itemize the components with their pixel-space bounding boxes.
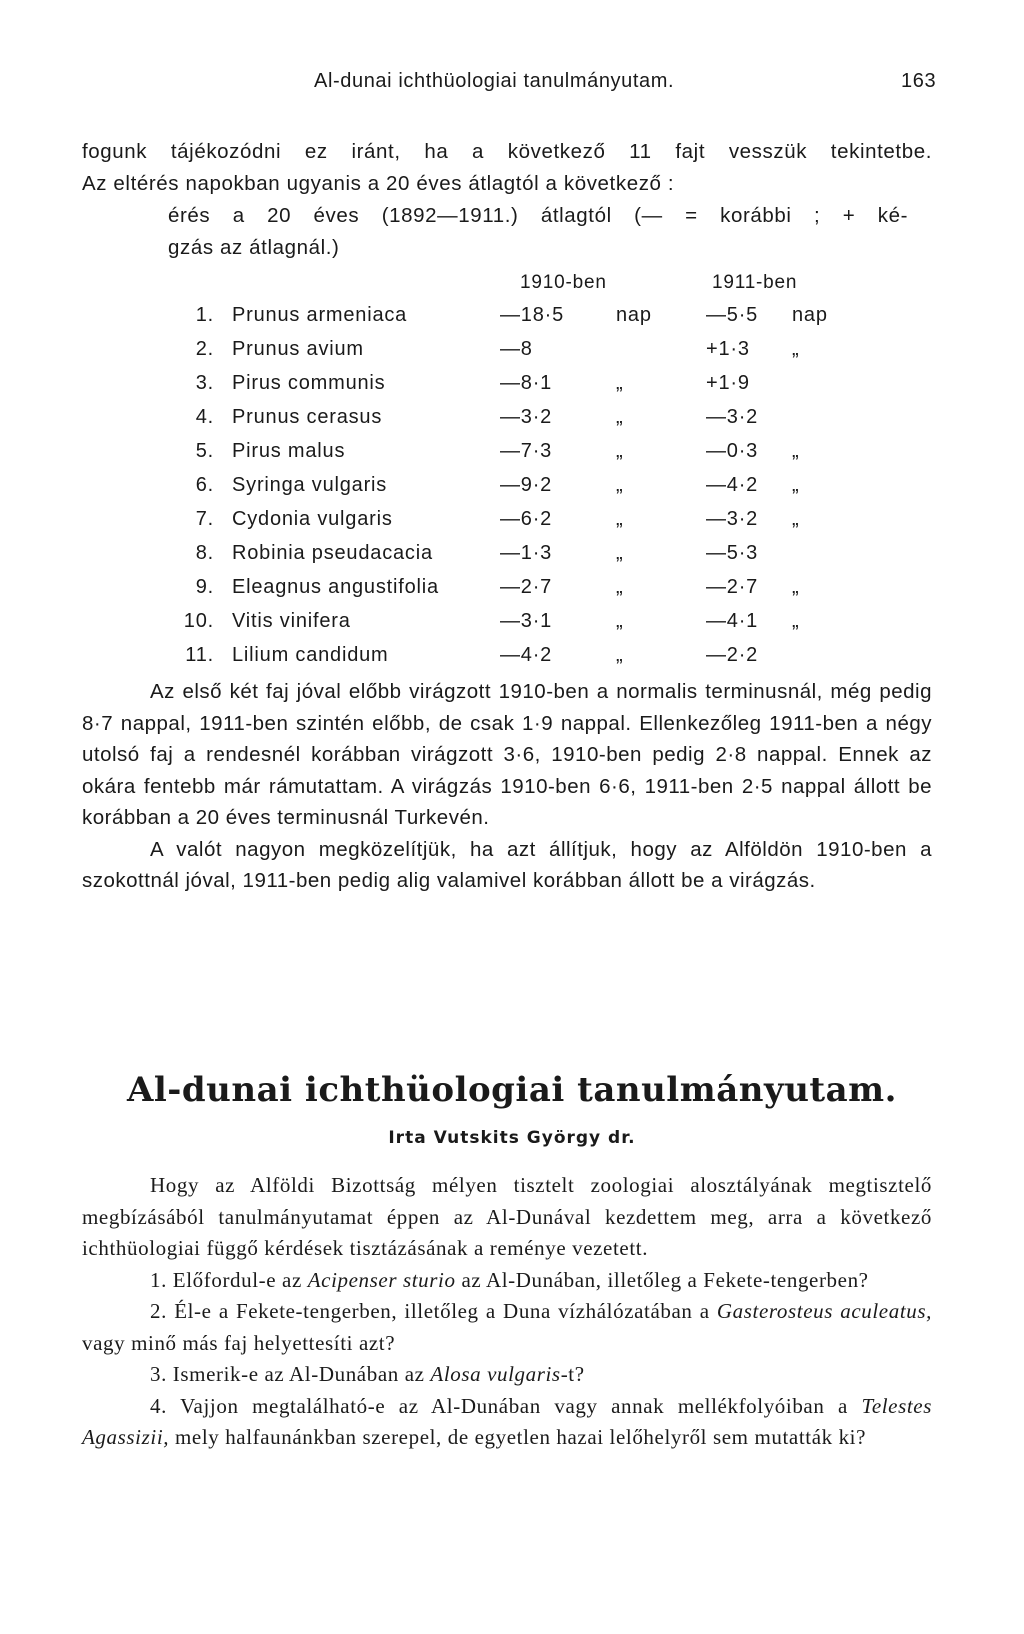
unit-1910: „: [616, 576, 624, 598]
table-row: [0, 474, 1024, 508]
unit-1911: nap: [792, 304, 828, 326]
value-1910: —8·1: [500, 372, 553, 394]
unit-1911: „: [792, 508, 800, 530]
species-name: Vitis vinifera: [232, 610, 351, 632]
row-number: 1.: [195, 304, 214, 326]
value-1910: —7·3: [500, 440, 553, 462]
species-italic: Telestes Agassizii,: [82, 1393, 932, 1449]
value-1910: —1·3: [500, 542, 553, 564]
value-1911: —3·2: [706, 508, 759, 530]
paragraph: Az első két faj jóval előbb virágzott 1910-ben a normalis terminusnál, még pedig 8·7 nappal, 1911-ben szintén előbb, de csak 1·9 nappal. Ellenkezőleg 1911-ben a négy utolsó faj a rendesnél korábban virágzott 3·6, 1910-ben pedig 2·8 nappal. Ennek az okára fentebb már rámutattam. A virágzás 1910-ben 6·6, 1911-ben 2·5 nappal állott be korábban a 20 éves terminusnál Turkevén.: [82, 680, 932, 829]
question-text: -t?: [560, 1362, 585, 1386]
value-1911: +1·3: [706, 338, 750, 360]
row-number: 9.: [195, 576, 214, 598]
intro-line-2: Az eltérés napokban ugyanis a 20 éves átlagtól a következő :: [82, 172, 675, 195]
unit-1910: „: [616, 542, 624, 564]
unit-1910: „: [616, 508, 624, 530]
page-number: 163: [901, 70, 937, 92]
article-title: Al-dunai ichthüologiai tanulmányutam.: [127, 1070, 897, 1110]
column-header-1911: 1911-ben: [712, 272, 798, 293]
species-name: Pirus communis: [232, 372, 386, 394]
article-body: [82, 1170, 932, 1454]
column-header-1910: 1910-ben: [520, 272, 607, 293]
paragraph: Hogy az Alföldi Bizottság mélyen tisztelt zoologiai alosztályának megtisztelő megbízásából tanulmányutamat éppen az Al-Dunával kezdettem meg, arra a következő ichthüologiai függő kérdések tisztázásának a reménye vezetett.: [82, 1173, 932, 1260]
running-title: Al-dunai ichthüologiai tanulmányutam.: [314, 70, 675, 92]
value-1911: —2·7: [706, 576, 759, 598]
value-1911: —4·2: [706, 474, 759, 496]
question-text: vagy minő más faj helyettesíti azt?: [82, 1330, 396, 1355]
question-text: az Al-Dunában, illetőleg a Fekete-tengerben?: [455, 1267, 869, 1292]
row-number: 3.: [195, 372, 214, 394]
table-row: [0, 576, 1024, 610]
table-row: [0, 304, 1024, 338]
value-1911: —3·2: [706, 406, 759, 428]
value-1911: —2·2: [706, 644, 759, 666]
row-number: 2.: [195, 338, 214, 360]
unit-1910: „: [616, 644, 624, 666]
species-italic: Gasterosteus aculeatus,: [716, 1299, 932, 1323]
table-row: [0, 440, 1024, 474]
question-1: [82, 1265, 932, 1297]
value-1910: —6·2: [500, 508, 553, 530]
unit-1911: „: [792, 440, 800, 462]
species-name: Eleagnus angustifolia: [232, 576, 439, 598]
unit-1910: „: [616, 610, 624, 632]
unit-1910: „: [616, 440, 624, 462]
species-italic: Acipenser sturio: [307, 1267, 456, 1292]
table-row: [0, 542, 1024, 576]
unit-1911: „: [792, 576, 800, 598]
intro-line-1: fogunk tájékozódni ez iránt, ha a következő 11 fajt vesszük tekintetbe.: [82, 140, 932, 163]
question-text: mely halfaunánkban szerepel, de egyetlen hazai lelőhelyről sem mutatták ki?: [169, 1425, 867, 1449]
value-1910: —4·2: [500, 644, 553, 666]
unit-1910: „: [616, 406, 624, 428]
species-name: Lilium candidum: [232, 644, 389, 666]
species-name: Cydonia vulgaris: [232, 508, 393, 530]
row-number: 4.: [195, 406, 214, 428]
value-1911: —5·3: [706, 542, 759, 564]
value-1911: —4·1: [706, 610, 759, 632]
question-text: 1. Előfordul-e az: [150, 1267, 308, 1292]
unit-1911: „: [792, 474, 800, 496]
value-1910: —18·5: [500, 304, 565, 326]
table-row: [0, 610, 1024, 644]
row-number: 7.: [195, 508, 214, 530]
species-name: Pirus malus: [232, 440, 346, 462]
value-1911: —0·3: [706, 440, 759, 462]
question-3: [82, 1359, 932, 1391]
species-name: Syringa vulgaris: [232, 474, 388, 496]
value-1910: —9·2: [500, 474, 553, 496]
question-4: [82, 1391, 932, 1454]
value-1910: —3·1: [500, 610, 553, 632]
value-1911: +1·9: [706, 372, 750, 394]
unit-1910: „: [616, 474, 624, 496]
value-1911: —5·5: [706, 304, 759, 326]
unit-1911: „: [792, 610, 800, 632]
value-1910: —2·7: [500, 576, 553, 598]
species-name: Prunus cerasus: [232, 406, 383, 428]
table-row: [0, 338, 1024, 372]
row-number: 5.: [195, 440, 214, 462]
species-name: Prunus avium: [232, 338, 364, 360]
species-name: Robinia pseudacacia: [232, 542, 433, 564]
row-number: 8.: [195, 542, 214, 564]
row-number: 6.: [195, 474, 214, 496]
question-text: 4. Vajjon megtalálható-e az Al-Dunában vagy annak mellékfolyóiban a: [150, 1393, 862, 1418]
question-2: [82, 1296, 932, 1359]
question-text: 2. Él-e a Fekete-tengerben, illetőleg a Duna vízhálózatában a: [150, 1299, 717, 1323]
article-author: Irta Vutskits György dr.: [388, 1128, 636, 1148]
discussion-text: [82, 676, 932, 897]
question-text: 3. Ismerik-e az Al-Dunában az: [150, 1362, 431, 1386]
unit-1910: „: [616, 372, 624, 394]
table-row: [0, 508, 1024, 542]
intro-line-3: érés a 20 éves (1892—1911.) átlagtól (— = korábbi ; + ké-: [168, 204, 908, 227]
unit-1910: nap: [616, 304, 652, 326]
species-name: Prunus armeniaca: [232, 304, 408, 326]
value-1910: —8: [500, 338, 533, 360]
row-number: 10.: [183, 610, 214, 632]
intro-line-4: gzás az átlagnál.): [168, 236, 340, 259]
table-row: [0, 406, 1024, 440]
row-number: 11.: [185, 644, 214, 666]
unit-1911: „: [792, 338, 800, 360]
table-row: [0, 372, 1024, 406]
table-row: [0, 644, 1024, 678]
paragraph: A valót nagyon megközelítjük, ha azt állítjuk, hogy az Alföldön 1910-ben a szokottnál jóval, 1911-ben pedig alig valamivel korábban állott be a virágzás.: [82, 837, 932, 892]
value-1910: —3·2: [500, 406, 553, 428]
species-italic: Alosa vulgaris: [430, 1362, 561, 1386]
